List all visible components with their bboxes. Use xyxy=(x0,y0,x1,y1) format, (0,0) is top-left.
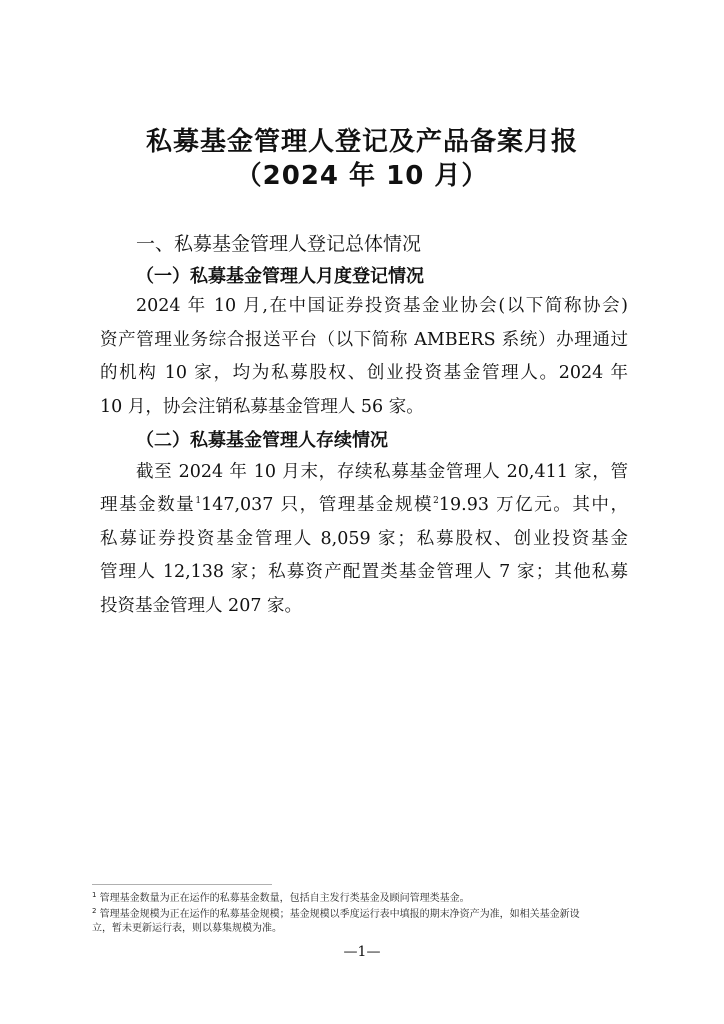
footnote-1 xyxy=(92,892,632,905)
footnote-2-continued: 立，暂未更新运行表，则以募集规模为准。 xyxy=(92,923,282,934)
document-subtitle-date: （2024 年 10 月） xyxy=(235,161,489,191)
document-title: 私募基金管理人登记及产品备案月报 xyxy=(145,127,578,157)
footnote-ref-2: 2 xyxy=(433,496,439,506)
footnote-ref-1: 1 xyxy=(195,496,202,506)
paragraph-2-line-1: 截至 2024 年 10 月末，存续私募基金管理人 20,411 家，管 xyxy=(136,462,628,482)
footnote-2-text: 管理基金规模为正在运作的私募基金规模；基金规模以季度运行表中填报的期末净资产为准，如相关基金新设 xyxy=(96,909,580,920)
section-heading-1: 一、私募基金管理人登记总体情况 xyxy=(136,233,422,255)
paragraph-1-line-2: 资产管理业务综合报送平台（以下简称 AMBERS 系统）办理通过 xyxy=(100,330,628,350)
footnote-divider xyxy=(92,884,272,885)
para2-text-a: 理基金数量 xyxy=(100,495,196,515)
paragraph-1-line-3: 的机构 10 家，均为私募股权、创业投资基金管理人。2024 年 xyxy=(100,363,628,383)
footnote-mark-2: 2 xyxy=(92,907,97,915)
footnote-1-text: 管理基金数量为正在运作的私募基金数量，包括自主发行类基金及顾问管理类基金。 xyxy=(96,893,470,904)
para2-text-b: 147,037 只，管理基金规模 xyxy=(201,495,434,515)
subsection-heading-2: （二）私募基金管理人存续情况 xyxy=(136,430,388,451)
paragraph-1-line-4: 10 月，协会注销私募基金管理人 56 家。 xyxy=(100,397,424,417)
paragraph-2-line-5: 投资基金管理人 207 家。 xyxy=(100,596,303,616)
footnote-2 xyxy=(92,908,632,921)
page-number: —1— xyxy=(343,944,381,960)
paragraph-2-line-2 xyxy=(100,491,628,516)
para2-text-c: 19.93 万亿元。其中， xyxy=(438,495,628,515)
paragraph-1-line-1: 2024 年 10 月,在中国证券投资基金业协会(以下简称协会) xyxy=(136,296,628,316)
paragraph-2-line-4: 管理人 12,138 家；私募资产配置类基金管理人 7 家；其他私募 xyxy=(100,562,628,582)
paragraph-2-line-3: 私募证券投资基金管理人 8,059 家；私募股权、创业投资基金 xyxy=(100,529,628,549)
subsection-heading-1: （一）私募基金管理人月度登记情况 xyxy=(136,266,424,287)
footnote-mark-1: 1 xyxy=(92,891,97,899)
